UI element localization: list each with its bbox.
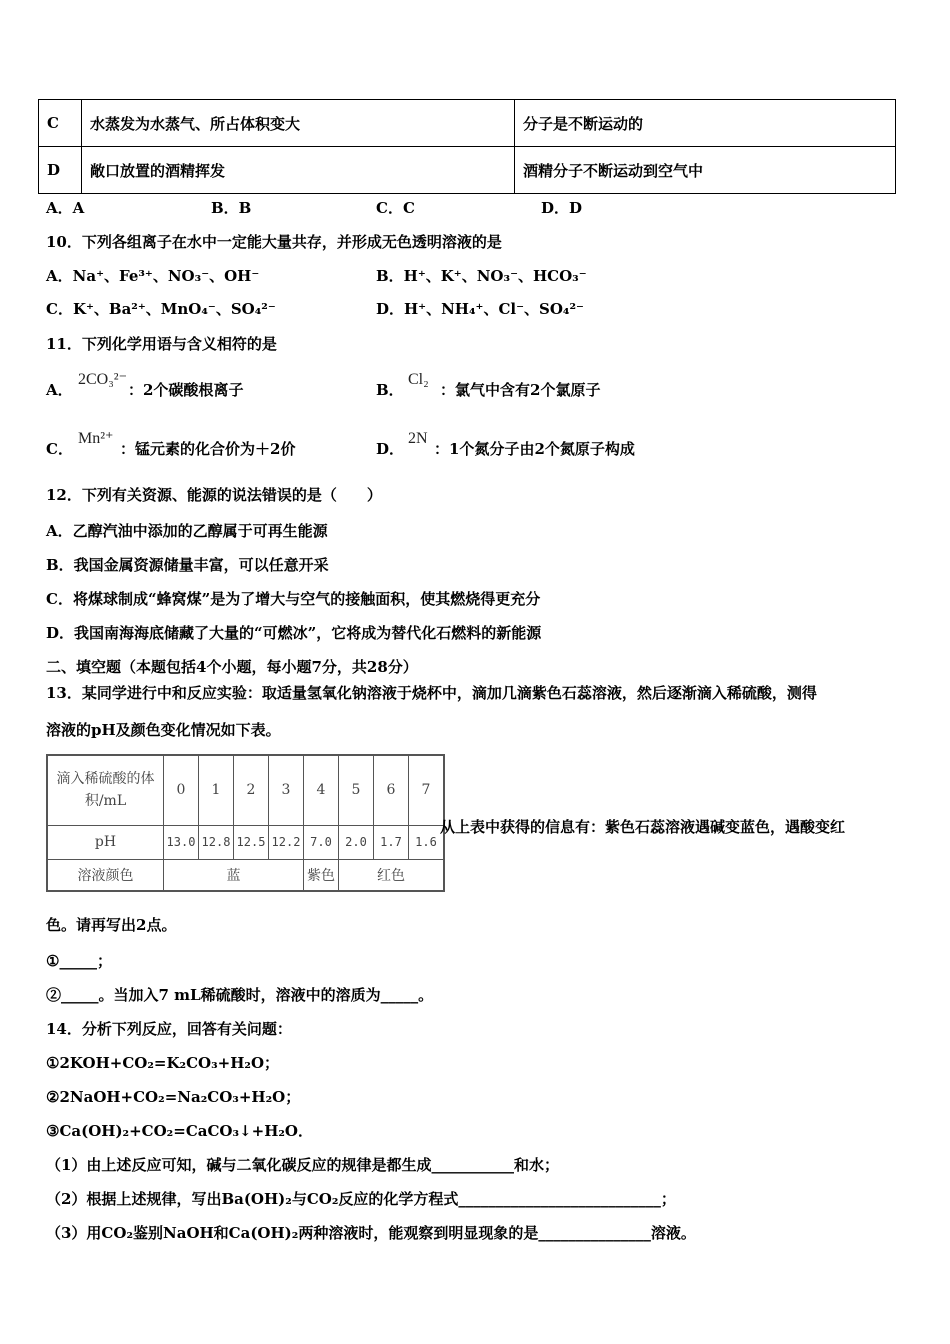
q14-reaction-1: ①2KOH+CO₂=K₂CO₃+H₂O； <box>46 1054 280 1072</box>
q13-blank-1: ①_____； <box>46 952 112 970</box>
q9-option-a: A．A <box>46 199 85 217</box>
q11-stem: 11．下列化学用语与含义相符的是 <box>46 335 277 353</box>
table-row <box>39 100 896 147</box>
q11-option-b-formula: Cl₂ <box>408 371 429 388</box>
q11-option-b-label: B． <box>376 381 404 399</box>
q12-option-a: A．乙醇汽油中添加的乙醇属于可再生能源 <box>46 522 328 540</box>
q9-explain: 分子是不断运动的 <box>515 100 896 147</box>
q14-reaction-2: ②2NaOH+CO₂=Na₂CO₃+H₂O； <box>46 1088 301 1106</box>
q9-option-b: B．B <box>211 199 252 217</box>
ph-table-color-blue: 蓝 <box>164 859 304 891</box>
ph-table-ph-header: pH <box>47 825 164 859</box>
q10-option-a: A．Na⁺、Fe³⁺、NO₃⁻、OH⁻ <box>46 267 260 285</box>
ph-table-ph-cell: 2.0 <box>339 825 374 859</box>
ph-table-color-purple: 紫色 <box>304 859 339 891</box>
ph-table-volume-header: 滴入稀硫酸的体积/mL <box>47 755 164 825</box>
table-row <box>39 147 896 194</box>
q9-option-d: D．D <box>541 199 583 217</box>
q9-table <box>38 99 896 194</box>
q11-option-a-text: ：2个碳酸根离子 <box>128 381 244 399</box>
ph-table-volume-cell: 3 <box>269 755 304 825</box>
q10-option-c: C．K⁺、Ba²⁺、MnO₄⁻、SO₄²⁻ <box>46 300 276 318</box>
q13-stem-line2: 溶液的pH及颜色变化情况如下表。 <box>46 721 281 739</box>
q9-key: D <box>39 147 82 194</box>
table-row <box>47 859 444 891</box>
q12-option-d: D．我国南海海底储藏了大量的“可燃冰”，它将成为替代化石燃料的新能源 <box>46 624 542 642</box>
q11-option-c-text: ：锰元素的化合价为＋2价 <box>120 440 296 458</box>
q13-side-text: 从上表中获得的信息有：紫色石蕊溶液遇碱变蓝色，遇酸变红 <box>440 818 846 836</box>
q10-option-d: D．H⁺、NH₄⁺、Cl⁻、SO₄²⁻ <box>376 300 584 318</box>
q11-option-b-text: ：氯气中含有2个氯原子 <box>440 381 601 399</box>
q14-subquestion-2: （2）根据上述规律，写出Ba(OH)₂与CO₂反应的化学方程式___________________________； <box>46 1190 676 1208</box>
q9-option-c: C．C <box>376 199 415 217</box>
q14-subquestion-1: （1）由上述反应可知，碱与二氧化碳反应的规律是都生成___________和水； <box>46 1156 559 1174</box>
q13-stem-line1: 13．某同学进行中和反应实验：取适量氢氧化钠溶液于烧杯中，滴加几滴紫色石蕊溶液，然后逐渐滴入稀硫酸，测得 <box>46 684 817 702</box>
ph-table-volume-cell: 6 <box>374 755 409 825</box>
ph-table-ph-cell: 7.0 <box>304 825 339 859</box>
q14-reaction-3: ③Ca(OH)₂+CO₂=CaCO₃↓+H₂O． <box>46 1122 313 1140</box>
q13-blank-2: ②_____。当加入7 mL稀硫酸时，溶液中的溶质为_____。 <box>46 986 434 1004</box>
q9-fact: 水蒸发为水蒸气、所占体积变大 <box>82 100 515 147</box>
ph-table-ph-cell: 13.0 <box>164 825 199 859</box>
ph-table-volume-cell: 7 <box>409 755 445 825</box>
q14-stem: 14．分析下列反应，回答有关问题： <box>46 1020 292 1038</box>
q10-option-b: B．H⁺、K⁺、NO₃⁻、HCO₃⁻ <box>376 267 587 285</box>
q9-explain: 酒精分子不断运动到空气中 <box>515 147 896 194</box>
q14-subquestion-3: （3）用CO₂鉴别NaOH和Ca(OH)₂两种溶液时，能观察到明显现象的是_______________溶液。 <box>46 1224 696 1242</box>
q13-continuation: 色。请再写出2点。 <box>46 916 177 934</box>
q11-option-a-label: A． <box>46 381 73 399</box>
ph-table-volume-cell: 5 <box>339 755 374 825</box>
ph-table-ph-cell: 1.7 <box>374 825 409 859</box>
ph-table <box>46 754 445 892</box>
q11-option-d-formula: 2N <box>408 430 428 447</box>
q11-option-c-label: C． <box>46 440 73 458</box>
ph-table-color-red: 红色 <box>339 859 445 891</box>
q11-option-c-formula: Mn²⁺ <box>78 430 114 447</box>
table-row <box>47 825 444 859</box>
q10-stem: 10．下列各组离子在水中一定能大量共存，并形成无色透明溶液的是 <box>46 233 502 251</box>
q9-fact: 敞口放置的酒精挥发 <box>82 147 515 194</box>
ph-table-ph-cell: 1.6 <box>409 825 445 859</box>
q12-stem: 12．下列有关资源、能源的说法错误的是（ ） <box>46 486 382 504</box>
q12-option-c: C．将煤球制成“蜂窝煤”是为了增大与空气的接触面积，使其燃烧得更充分 <box>46 590 541 608</box>
q11-option-d-text: ：1个氮分子由2个氮原子构成 <box>434 440 635 458</box>
ph-table-ph-cell: 12.2 <box>269 825 304 859</box>
ph-table-volume-cell: 2 <box>234 755 269 825</box>
ph-table-volume-cell: 1 <box>199 755 234 825</box>
ph-table-ph-cell: 12.8 <box>199 825 234 859</box>
q11-option-d-label: D． <box>376 440 405 458</box>
q9-key: C <box>39 100 82 147</box>
q11-option-a-formula: 2CO₃²⁻ <box>78 371 128 388</box>
table-row <box>47 755 444 825</box>
q12-option-b: B．我国金属资源储量丰富，可以任意开采 <box>46 556 329 574</box>
ph-table-color-header: 溶液颜色 <box>47 859 164 891</box>
ph-table-volume-cell: 0 <box>164 755 199 825</box>
ph-table-volume-cell: 4 <box>304 755 339 825</box>
section-heading: 二、填空题（本题包括4个小题，每小题7分，共28分） <box>46 658 418 676</box>
ph-table-ph-cell: 12.5 <box>234 825 269 859</box>
